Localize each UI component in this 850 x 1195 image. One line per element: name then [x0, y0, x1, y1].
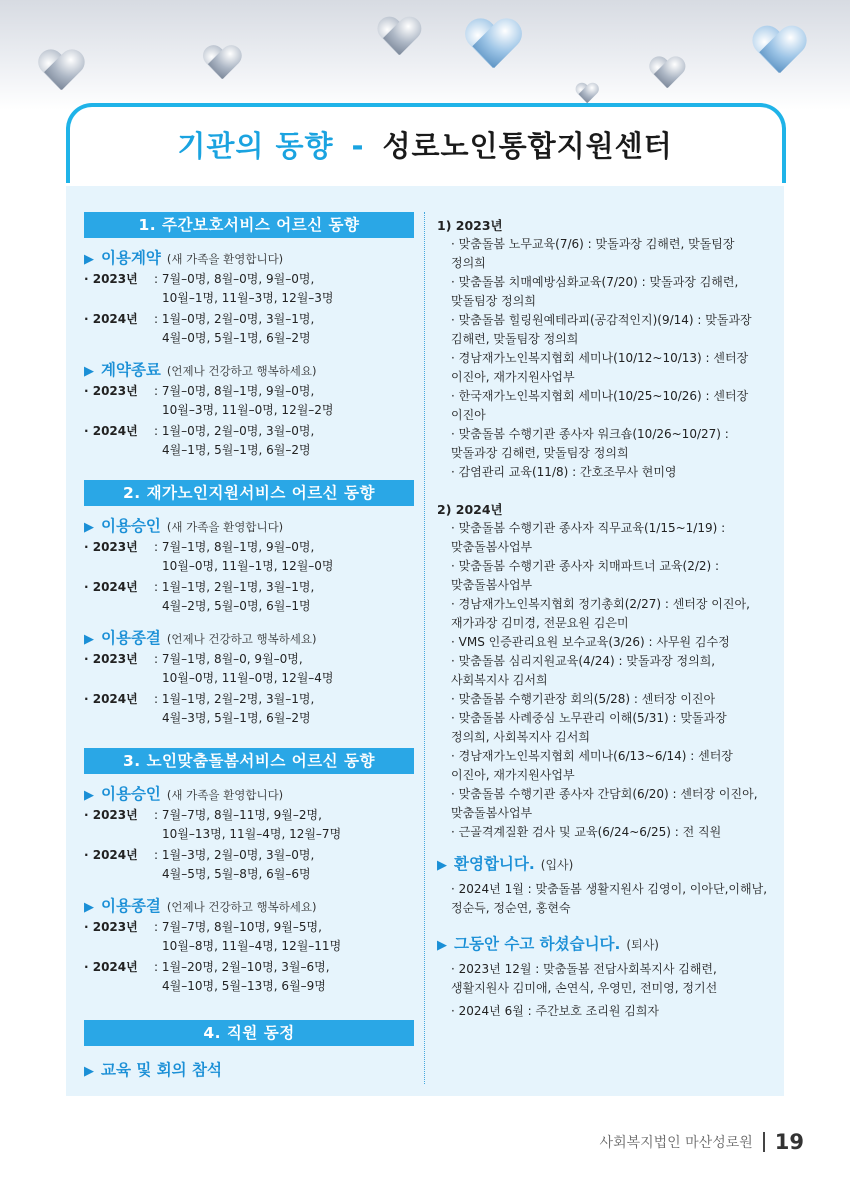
welcome-note: (입사)	[540, 858, 574, 872]
list-item: · 2024년 1월 : 맞춤돌봄 생활지원사 김영이, 이아단,이해남, 정순득, 정순연, 홍현숙	[451, 882, 768, 915]
list-item: · 근골격계질환 검사 및 교육(6/24~6/25) : 전 직원	[451, 825, 722, 839]
subsection-heading	[84, 246, 414, 268]
year-line: 10월–0명, 11월–1명, 12월–0명	[162, 559, 334, 573]
year-line: : 1월–1명, 2월–2명, 3월–1명,	[154, 692, 315, 706]
footer-separator	[763, 1132, 765, 1152]
year-line: 4월–0명, 5월–1명, 6월–2명	[162, 331, 311, 345]
subsection-note: (언제나 건강하고 행복하세요)	[166, 900, 317, 914]
subsection-note: (언제나 건강하고 행복하세요)	[166, 632, 317, 646]
year-label: · 2023년	[84, 540, 138, 554]
list-item: · 감염관리 교육(11/8) : 간호조무사 현미영	[451, 465, 677, 479]
triangle-right-icon: ▶	[84, 520, 94, 535]
heart-icon	[463, 20, 522, 73]
column-divider	[424, 212, 425, 1084]
year-row	[84, 538, 414, 576]
section-header: 1. 주간보호서비스 어르신 동향	[84, 212, 414, 238]
subsection-note: (언제나 건강하고 행복하세요)	[166, 364, 317, 378]
year-line: : 7월–1명, 8월–1명, 9월–0명,	[154, 540, 315, 554]
year-label: · 2023년	[84, 652, 138, 666]
year-row	[84, 918, 414, 956]
left-column	[84, 212, 414, 1080]
year-label: · 2024년	[84, 424, 138, 438]
subsection-heading	[84, 358, 414, 380]
triangle-right-icon: ▶	[84, 632, 94, 647]
year-heading: 1) 2023년	[437, 218, 503, 233]
year-row	[84, 650, 414, 688]
heart-icon	[37, 50, 86, 93]
heart-icon	[751, 27, 808, 77]
year-line: 10월–0명, 11월–0명, 12월–4명	[162, 671, 334, 685]
list-item: · 2024년 6월 : 주간보호 조리원 김희자	[451, 1004, 660, 1018]
section-header: 4. 직원 동정	[84, 1020, 414, 1046]
list-item: · 맞춤돌봄 노무교육(7/6) : 맞돌과장 김해련, 맞돌팀장 정의희	[451, 237, 735, 270]
year-row	[84, 270, 414, 308]
triangle-right-icon: ▶	[84, 364, 94, 379]
year-row	[84, 690, 414, 728]
year-line: : 1월–1명, 2월–1명, 3월–1명,	[154, 580, 315, 594]
triangle-right-icon: ▶	[84, 1064, 94, 1079]
year-row	[84, 310, 414, 348]
page-title	[0, 124, 850, 165]
year-line: : 1월–20명, 2월–10명, 3월–6명,	[154, 960, 330, 974]
year-line: 4월–3명, 5월–1명, 6월–2명	[162, 711, 311, 725]
welcome-label: 환영합니다.	[454, 855, 535, 873]
subsection-heading	[84, 894, 414, 916]
farewell-note: (퇴사)	[626, 938, 659, 952]
year-row	[84, 422, 414, 460]
subsection-heading	[84, 782, 414, 804]
list-item: · 맞춤돌봄 수행기관 종사자 치매파트너 교육(2/2) : 맞춤돌봄사업부	[451, 559, 720, 592]
heart-icon	[376, 18, 422, 59]
triangle-right-icon: ▶	[84, 788, 94, 803]
year-label: · 2024년	[84, 580, 138, 594]
subsection-label: 계약종료	[101, 361, 161, 379]
list-item: · 경남재가노인복지협회 세미나(10/12~10/13) : 센터장 이진아, 재가지원사업부	[451, 351, 749, 384]
list-item: · 맞춤돌봄 사례중심 노무관리 이해(5/31) : 맞돌과장 정의희, 사회복지사 김서희	[451, 711, 727, 744]
year-label: · 2023년	[84, 272, 138, 286]
subsection-heading	[84, 1058, 414, 1080]
list-item: · 맞춤돌봄 힐링원예테라피(공감적인지)(9/14) : 맞돌과장 김해련, 맞돌팀장 정의희	[451, 313, 752, 346]
year-row	[84, 846, 414, 884]
list-item: · 경남재가노인복지협회 세미나(6/13~6/14) : 센터장 이진아, 재가지원사업부	[451, 749, 733, 782]
heart-icon	[648, 57, 686, 91]
subsection-label: 이용승인	[101, 517, 161, 535]
triangle-right-icon: ▶	[437, 938, 447, 953]
title-part1: 기관의 동향	[177, 129, 334, 163]
year-row	[84, 958, 414, 996]
list-item: · 경남재가노인복지협회 정기총회(2/27) : 센터장 이진아, 재가과장 김미경, 전문요원 김은미	[451, 597, 750, 630]
farewell-label: 그동안 수고 하셨습니다.	[454, 935, 621, 953]
year-line: 4월–5명, 5월–8명, 6월–6명	[162, 867, 311, 881]
right-column	[437, 216, 777, 1021]
title-part2: 성로노인통합지원센터	[382, 129, 673, 163]
year-label: · 2023년	[84, 808, 138, 822]
subsection-label: 이용승인	[101, 785, 161, 803]
subsection-note: (새 가족을 환영합니다)	[166, 788, 284, 802]
triangle-right-icon: ▶	[437, 858, 447, 873]
year-line: : 7월–7명, 8월–10명, 9월–5명,	[154, 920, 322, 934]
subsection-heading	[84, 626, 414, 648]
year-row	[84, 578, 414, 616]
subsection-heading	[84, 514, 414, 536]
subsection-label: 교육 및 회의 참석	[101, 1061, 223, 1079]
subsection-label: 이용종결	[101, 629, 161, 647]
header-banner	[0, 0, 850, 110]
subsection-note: (새 가족을 환영합니다)	[166, 252, 284, 266]
year-label: · 2024년	[84, 692, 138, 706]
year-row	[84, 382, 414, 420]
farewell-heading	[437, 932, 777, 954]
organization-name: 사회복지법인 마산성로원	[599, 1135, 753, 1151]
list-item: · 맞춤돌봄 수행기관 종사자 간담회(6/20) : 센터장 이진아, 맞춤돌봄사업부	[451, 787, 758, 820]
year-label: · 2024년	[84, 848, 138, 862]
page-footer	[600, 1130, 804, 1154]
year-line: 10월–13명, 11월–4명, 12월–7명	[162, 827, 342, 841]
section-header: 2. 재가노인지원서비스 어르신 동향	[84, 480, 414, 506]
list-item: · VMS 인증관리요원 보수교육(3/26) : 사무원 김수정	[451, 635, 730, 649]
year-line: 4월–10명, 5월–13명, 6월–9명	[162, 979, 326, 993]
year-line: 4월–2명, 5월–0명, 6월–1명	[162, 599, 311, 613]
year-line: : 7월–7명, 8월–11명, 9월–2명,	[154, 808, 322, 822]
year-row	[84, 806, 414, 844]
heart-icon	[575, 83, 599, 105]
year-line: : 1월–0명, 2월–0명, 3월–0명,	[154, 424, 315, 438]
year-line: : 7월–0명, 8월–1명, 9월–0명,	[154, 384, 315, 398]
title-dash: -	[351, 129, 365, 163]
year-label: · 2024년	[84, 312, 138, 326]
subsection-label: 이용종결	[101, 897, 161, 915]
section-header: 3. 노인맞춤돌봄서비스 어르신 동향	[84, 748, 414, 774]
list-item: · 맞춤돌봄 수행기관 종사자 직무교육(1/15~1/19) : 맞춤돌봄사업부	[451, 521, 726, 554]
welcome-heading	[437, 852, 777, 874]
list-item: · 맞춤돌봄 심리지원교육(4/24) : 맞돌과장 정의희, 사회복지사 김서희	[451, 654, 716, 687]
year-line: : 7월–1명, 8월–0, 9월–0명,	[154, 652, 303, 666]
list-item: · 2023년 12월 : 맞춤돌봄 전담사회복지사 김해련, 생활지원사 김미애, 손연식, 우영민, 전미영, 정기선	[451, 962, 718, 995]
subsection-note: (새 가족을 환영합니다)	[166, 520, 284, 534]
year-line: : 1월–3명, 2월–0명, 3월–0명,	[154, 848, 315, 862]
year-label: · 2024년	[84, 960, 138, 974]
year-line: : 1월–0명, 2월–0명, 3월–1명,	[154, 312, 315, 326]
subsection-label: 이용계약	[101, 249, 161, 267]
year-line: 10월–8명, 11월–4명, 12월–11명	[162, 939, 342, 953]
list-item: · 한국재가노인복지협회 세미나(10/25~10/26) : 센터장 이진아	[451, 389, 749, 422]
year-line: 10월–1명, 11월–3명, 12월–3명	[162, 291, 334, 305]
year-line: : 7월–0명, 8월–0명, 9월–0명,	[154, 272, 315, 286]
list-item: · 맞춤돌봄 치매예방심화교육(7/20) : 맞돌과장 김해련, 맞돌팀장 정의희	[451, 275, 739, 308]
year-label: · 2023년	[84, 384, 138, 398]
page-number: 19	[774, 1130, 804, 1154]
year-label: · 2023년	[84, 920, 138, 934]
year-line: 4월–1명, 5월–1명, 6월–2명	[162, 443, 311, 457]
list-item: · 맞춤돌봄 수행기관장 회의(5/28) : 센터장 이진아	[451, 692, 716, 706]
list-item: · 맞춤돌봄 수행기관 종사자 워크숍(10/26~10/27) : 맞돌과장 김해련, 맞돌팀장 정의희	[451, 427, 729, 460]
year-heading: 2) 2024년	[437, 502, 503, 517]
triangle-right-icon: ▶	[84, 252, 94, 267]
year-line: 10월–3명, 11월–0명, 12월–2명	[162, 403, 334, 417]
triangle-right-icon: ▶	[84, 900, 94, 915]
heart-icon	[202, 46, 243, 82]
